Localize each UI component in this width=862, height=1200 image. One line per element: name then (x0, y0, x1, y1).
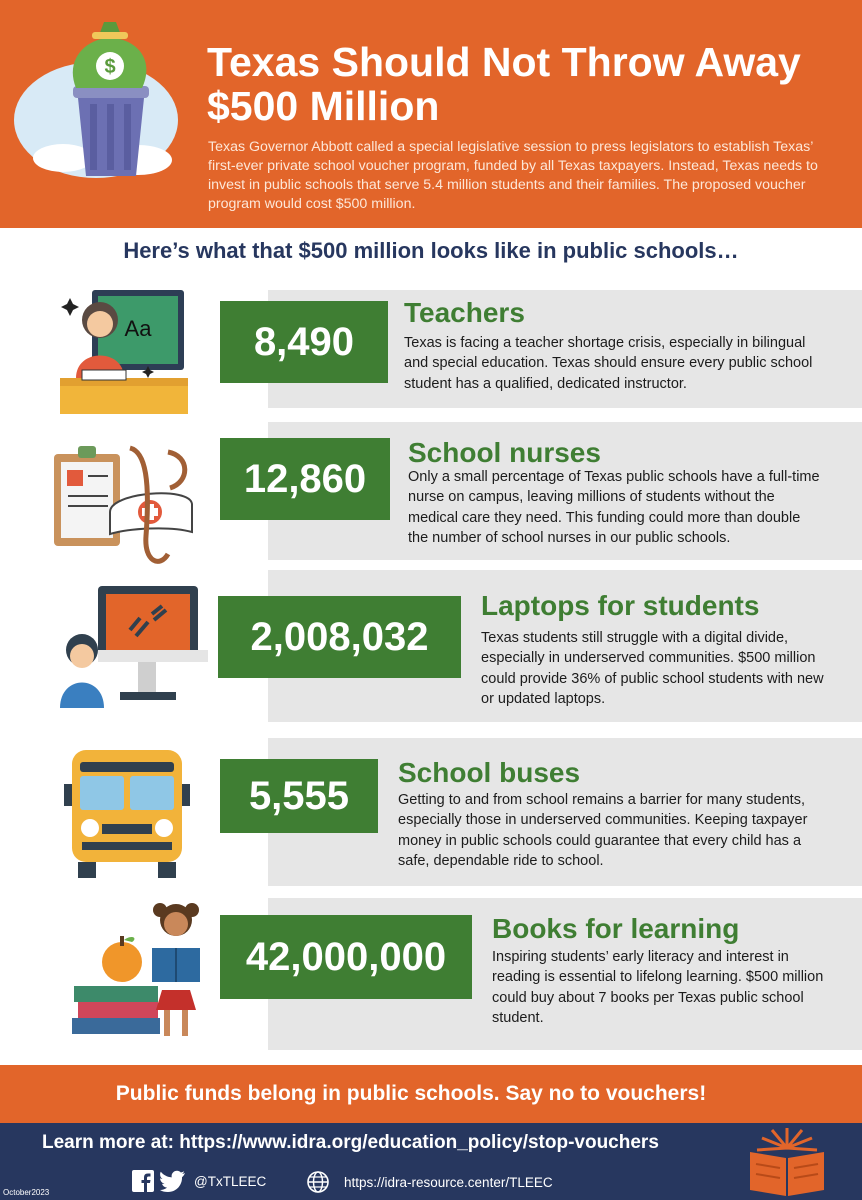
facebook-icon[interactable] (132, 1170, 154, 1192)
slogan-text: Public funds belong in public schools. Say no to vouchers! (115, 1082, 707, 1105)
text-teachers: Texas is facing a teacher shortage crisis, especially in bilingual and special education. Texas should ensure every public school student has a qualified, dedicated instructor. (404, 335, 813, 392)
school-bus-icon (62, 744, 192, 884)
website-block (306, 1170, 553, 1194)
twitter-icon[interactable] (160, 1170, 186, 1192)
dollar-sign: $ (104, 56, 116, 78)
stat-teachers: 8,490 (220, 301, 388, 383)
intro-text: Texas Governor Abbott called a special legislative session to press legislators to establish Texas’ first-ever private school voucher program, funded by all Texas taxpayers. Instead, Texas needs to invest in public schools that serve 5.4 million students and their families. The proposed voucher program would cost $500 million. (208, 139, 818, 212)
learn-more-link[interactable]: Learn more at: https://www.idra.org/education_policy/stop-vouchers (42, 1132, 659, 1153)
subtitle: Here’s what that $500 million looks like in public schools… (123, 238, 739, 263)
header-banner (0, 0, 862, 228)
text-nurses: Only a small percentage of Texas public schools have a full-time nurse on campus, leaving millions of students without the medical care they need. This funding could more than double the number of school nurses in our public schools. (408, 469, 820, 546)
twitter-handle[interactable]: @TxTLEEC (194, 1173, 267, 1189)
stat-laptops: 2,008,032 (218, 596, 461, 678)
date-stamp: October2023 (3, 1188, 50, 1197)
open-book-logo-icon (742, 1118, 832, 1198)
website-link[interactable]: https://idra-resource.center/TLEEC (344, 1174, 553, 1190)
text-buses: Getting to and from school remains a barrier for many students, especially those in underserved communities. Keeping taxpayer money in public schools could guarantee that every child has a safe, dependable ride to school. (398, 792, 808, 869)
page-title: Texas Should Not Throw Away $500 Million (207, 39, 801, 129)
title-books: Books for learning (492, 913, 740, 944)
books-reader-icon (70, 894, 210, 1044)
title-nurses: School nurses (408, 437, 601, 468)
title-buses: School buses (398, 757, 581, 788)
title-teachers: Teachers (404, 297, 525, 328)
money-trash-can-icon (8, 8, 198, 188)
text-laptops: Texas students still struggle with a digital divide, especially in underserved communities. $500 million could provide 36% of public school students with new or updated laptops. (481, 630, 824, 707)
stat-books: 42,000,000 (220, 915, 472, 999)
stat-buses: 5,555 (220, 759, 378, 833)
title-laptops: Laptops for students (481, 590, 760, 621)
social-handles (132, 1170, 266, 1192)
computer-student-icon (58, 584, 208, 714)
board-text: Aa (124, 316, 152, 341)
slogan-banner (0, 1065, 862, 1123)
globe-icon (306, 1170, 330, 1194)
stat-nurses: 12,860 (220, 438, 390, 520)
teacher-icon (56, 286, 196, 416)
nurse-supplies-icon (50, 442, 200, 572)
text-books: Inspiring students’ early literacy and interest in reading is essential to lifelong learning. $500 million could buy about 7 books per Texas public school student. (492, 949, 824, 1026)
